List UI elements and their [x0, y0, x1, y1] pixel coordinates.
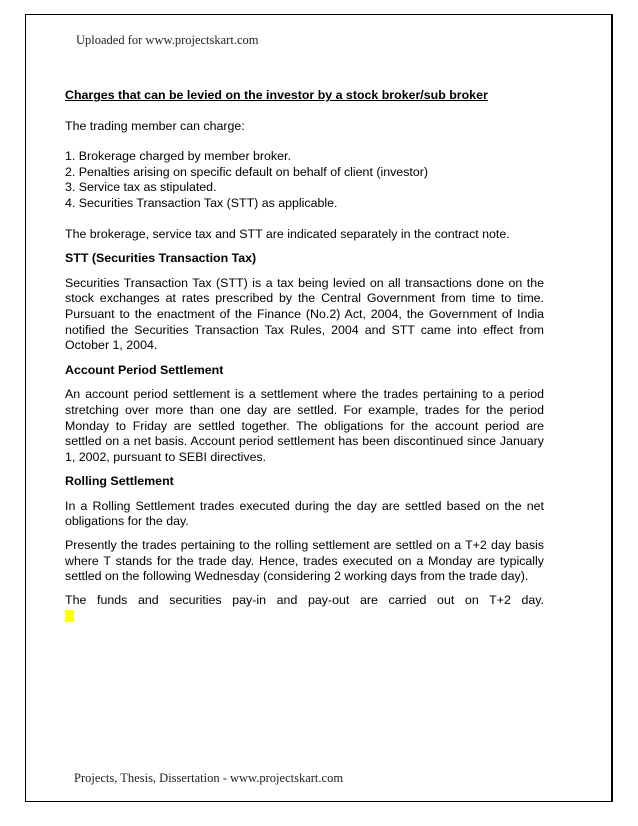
- section-paragraph: An account period settlement is a settlement where the trades pertaining to a period stretching over more than one day are settled. For example, trades for the period Monday to Friday are settled together. The obligations for the account period are settled on a net basis. Account period settlement has been discontinued since January 1, 2002, pursuant to SEBI directives.: [65, 387, 544, 464]
- intro-text: The trading member can charge:: [65, 118, 245, 133]
- section-paragraph: The funds and securities pay-in and pay-out are carried out on T+2 day.: [65, 592, 544, 607]
- section-heading-stt: STT (Securities Transaction Tax): [65, 251, 257, 266]
- charge-item: 4. Securities Transaction Tax (STT) as applicable.: [65, 195, 338, 210]
- charge-item: 2. Penalties arising on specific default on behalf of client (investor): [65, 164, 428, 179]
- section-paragraph: Presently the trades pertaining to the rolling settlement are settled on a T+2 day basis where T stands for the trade day. Hence, trades executed on a Monday are typically settled on the following Wednesday (considering 2 working days from the trade day).: [65, 538, 544, 584]
- section-heading-account-period: Account Period Settlement: [65, 362, 224, 377]
- page-border-right: [611, 14, 613, 802]
- charge-item: 3. Service tax as stipulated.: [65, 180, 217, 195]
- section-paragraph: In a Rolling Settlement trades executed during the day are settled based on the net obligations for the day.: [65, 498, 544, 529]
- document-body: [65, 88, 544, 622]
- charges-list: [65, 149, 544, 211]
- section-heading-rolling: Rolling Settlement: [65, 474, 174, 489]
- section-paragraph: Securities Transaction Tax (STT) is a tax being levied on all transactions done on the stock exchanges at rates prescribed by the Central Government from time to time. Pursuant to the enactment of the Finance (No.2) Act, 2004, the Government of India notified the Securities Transaction Tax Rules, 2004 and STT came into effect from October 1, 2004.: [65, 275, 544, 353]
- text-highlight-marker: [65, 610, 74, 622]
- page-footer: Projects, Thesis, Dissertation - www.projectskart.com: [74, 771, 344, 785]
- page-border-bottom: [25, 801, 613, 802]
- page-header: Uploaded for www.projectskart.com: [76, 33, 259, 47]
- charge-item: 1. Brokerage charged by member broker.: [65, 149, 291, 164]
- page-border-top: [25, 14, 613, 15]
- document-title: Charges that can be levied on the investor by a stock broker/sub broker: [65, 88, 488, 102]
- contract-note-text: The brokerage, service tax and STT are indicated separately in the contract note.: [65, 226, 510, 241]
- page-border-left: [25, 14, 26, 802]
